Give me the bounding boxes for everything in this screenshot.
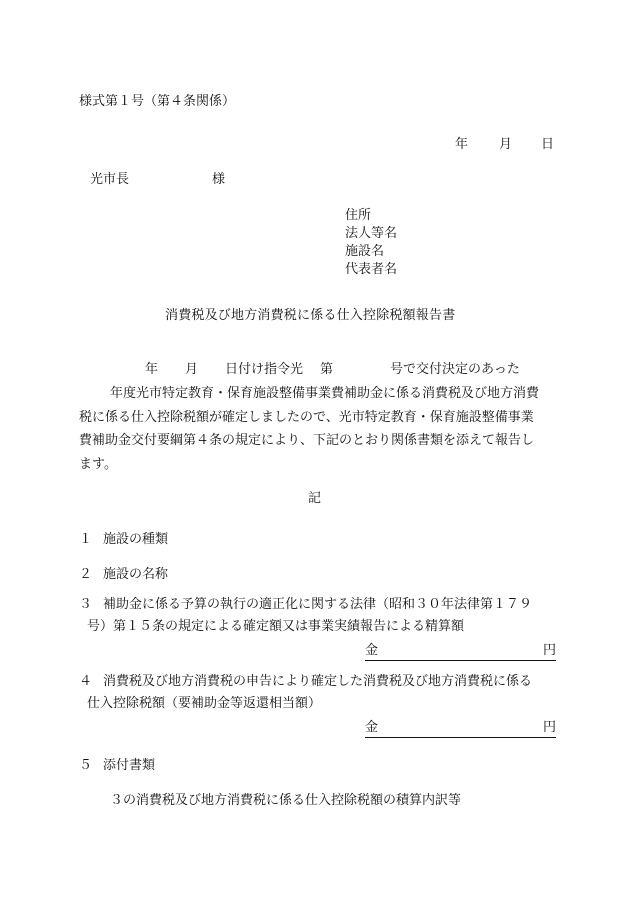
- body-year-label: 年: [145, 362, 159, 377]
- amount-prefix: 金: [365, 643, 379, 658]
- body-number-prefix: 第: [320, 362, 334, 377]
- item-number: ３: [79, 597, 93, 612]
- date-day-label: 日: [541, 137, 555, 152]
- item-number: １: [79, 532, 93, 547]
- addressee-honorific: 様: [212, 172, 226, 187]
- body-line: 税に係る仕入控除税額が確定しましたので、光市特定教育・保育施設整備事業: [79, 409, 534, 425]
- body-month-label: 月: [185, 362, 199, 377]
- applicant-block: [345, 207, 397, 279]
- amount-suffix: 円: [542, 720, 556, 735]
- amount-prefix: 金: [365, 720, 379, 735]
- form-number: 様式第１号（第４条関係）: [79, 94, 236, 109]
- date-year-label: 年: [455, 137, 469, 152]
- body-line: 年度光市特定教育・保育施設整備事業費補助金に係る消費税及び地方消費: [110, 386, 540, 401]
- applicant-facility-label: 施設名: [345, 244, 385, 259]
- item-text-continuation: 号）第１５条の規定による確定額又は事業実績報告による精算額: [87, 619, 465, 634]
- item-text: 消費税及び地方消費税の申告により確定した消費税及び地方消費税に係る: [103, 674, 533, 689]
- body-paragraph: [79, 382, 559, 476]
- applicant-address-label: 住所: [345, 208, 372, 223]
- document-title: 消費税及び地方消費税に係る仕入控除税額報告書: [165, 308, 456, 323]
- body-line: ます。: [79, 456, 117, 472]
- item-text: 添付書類: [103, 758, 156, 773]
- date-month-label: 月: [499, 137, 513, 152]
- amount-suffix: 円: [542, 643, 556, 658]
- addressee-name: 光市長: [90, 172, 130, 187]
- ki-heading: 記: [308, 491, 322, 506]
- amount-line-item-3: [365, 644, 556, 661]
- item-number: ４: [79, 674, 93, 689]
- item-text: 補助金に係る予算の執行の適正化に関する法律（昭和３０年法律第１７９: [103, 597, 533, 612]
- item-text-continuation: 仕入控除税額（要補助金等返還相当額）: [87, 696, 322, 711]
- item-text: 施設の名称: [103, 567, 169, 582]
- item-text: 施設の種類: [103, 532, 169, 547]
- item-number: ５: [79, 758, 93, 773]
- amount-line-item-4: [365, 721, 556, 738]
- item-number: ２: [79, 567, 93, 582]
- applicant-representative-label: 代表者名: [345, 262, 398, 277]
- applicant-corporation-label: 法人等名: [345, 226, 398, 241]
- attachment-description: ３の消費税及び地方消費税に係る仕入控除税額の積算内訳等: [110, 793, 462, 808]
- body-line: 費補助金交付要綱第４条の規定により、下記のとおり関係書類を添えて報告し: [79, 433, 535, 448]
- body-number-suffix: 号で交付決定のあった: [390, 362, 520, 377]
- body-dated-order: 日付け指令光: [225, 362, 304, 377]
